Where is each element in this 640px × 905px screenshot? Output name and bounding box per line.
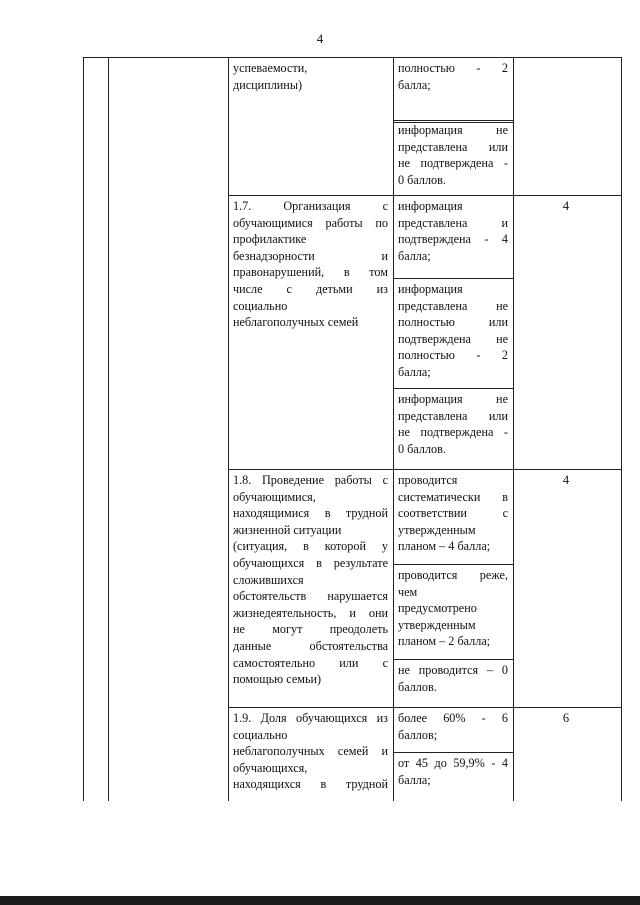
table-top-border bbox=[83, 57, 622, 58]
level-line: представлена не bbox=[398, 298, 508, 313]
level-line: подтверждена не bbox=[398, 331, 508, 346]
criterion-line: успеваемости, bbox=[233, 61, 308, 75]
level-line: баллов; bbox=[398, 727, 438, 742]
level-line: балла; bbox=[398, 248, 431, 263]
level-line: информация bbox=[398, 199, 463, 213]
level-cell bbox=[398, 755, 508, 788]
criterion-line: социально bbox=[233, 298, 288, 313]
criterion-line: находящихся в трудной bbox=[233, 777, 388, 792]
criterion-line: 1.9. Доля обучающихся из bbox=[233, 711, 388, 725]
level-cell bbox=[398, 710, 508, 743]
criterion-line: самостоятельно или с bbox=[233, 655, 388, 670]
level-line: предусмотрено bbox=[398, 601, 477, 616]
level-line: баллов. bbox=[398, 679, 437, 694]
criterion-line: неблагополучных семей и bbox=[233, 744, 388, 759]
criterion-line: социально bbox=[233, 727, 288, 742]
level-line: информация не bbox=[398, 123, 508, 137]
level-cell bbox=[398, 567, 508, 650]
level-line: балла; bbox=[398, 772, 431, 787]
level-line: полностью или bbox=[398, 315, 508, 330]
col-line-4 bbox=[393, 57, 394, 801]
criterion-line: находящимися в трудной bbox=[233, 506, 388, 521]
level-cell bbox=[398, 662, 508, 695]
level-line: соответствии с bbox=[398, 506, 508, 521]
score-cell: 4 bbox=[562, 199, 570, 213]
criterion-line: обучающихся, bbox=[233, 760, 308, 775]
level-line: 0 баллов. bbox=[398, 441, 446, 456]
level-line: не подтверждена - bbox=[398, 156, 508, 171]
criterion-line: числе с детьми из bbox=[233, 281, 388, 296]
criterion-line: помощью семьи) bbox=[233, 672, 322, 687]
criterion-line: жизненной ситуации bbox=[233, 522, 342, 537]
level-line: балла; bbox=[398, 364, 431, 379]
level-separator bbox=[393, 278, 514, 279]
level-line: информация bbox=[398, 282, 463, 296]
level-line: полностью - 2 bbox=[398, 61, 508, 75]
criterion-line: сложившихся bbox=[233, 572, 304, 587]
level-line: утвержденным bbox=[398, 617, 476, 632]
row-separator bbox=[228, 707, 622, 708]
level-cell bbox=[398, 391, 508, 457]
criterion-line: обучающимися работы по bbox=[233, 215, 388, 230]
level-line: представлена или bbox=[398, 408, 508, 423]
criterion-cell bbox=[233, 198, 388, 331]
criterion-line: обстоятельств нарушается bbox=[233, 589, 388, 604]
level-line: не проводится – 0 bbox=[398, 663, 508, 677]
level-line: представлена или bbox=[398, 139, 508, 154]
level-line: чем bbox=[398, 584, 418, 599]
row-separator bbox=[228, 195, 622, 196]
col-line-1 bbox=[83, 57, 84, 801]
level-line: утвержденным bbox=[398, 522, 476, 537]
criterion-line: дисциплины) bbox=[233, 77, 303, 92]
level-line: не подтверждена - bbox=[398, 425, 508, 440]
bottom-scan-edge bbox=[0, 896, 640, 905]
criterion-line: 1.7. Организация с bbox=[233, 199, 388, 213]
criterion-line: обучающихся в результате bbox=[233, 555, 388, 570]
criterion-line: 1.8. Проведение работы с bbox=[233, 473, 388, 487]
level-line: полностью - 2 bbox=[398, 348, 508, 363]
criterion-line: профилактике bbox=[233, 232, 307, 247]
level-line: балла; bbox=[398, 77, 431, 92]
level-cell bbox=[398, 198, 508, 264]
level-cell bbox=[398, 472, 508, 555]
level-line: представлена и bbox=[398, 215, 508, 230]
level-separator bbox=[393, 120, 514, 121]
level-line: информация не bbox=[398, 392, 508, 406]
level-separator bbox=[393, 564, 514, 565]
col-line-6 bbox=[621, 57, 622, 801]
level-line: систематически в bbox=[398, 489, 508, 504]
level-cell bbox=[398, 60, 508, 93]
score-cell: 4 bbox=[562, 473, 570, 487]
criterion-line: данные обстоятельства bbox=[233, 638, 388, 653]
col-line-5 bbox=[513, 57, 514, 801]
level-line: проводится bbox=[398, 473, 458, 487]
level-separator bbox=[393, 388, 514, 389]
level-line: подтверждена - 4 bbox=[398, 232, 508, 247]
criterion-line: жизнедеятельность, и они bbox=[233, 605, 388, 620]
col-line-3 bbox=[228, 57, 229, 801]
criterion-line: обучающимися, bbox=[233, 489, 316, 504]
level-separator bbox=[393, 752, 514, 753]
criterion-line: (ситуация, в которой у bbox=[233, 539, 388, 554]
level-line: 0 баллов. bbox=[398, 172, 446, 187]
level-cell bbox=[398, 122, 508, 188]
row-separator bbox=[228, 469, 622, 470]
criterion-line: неблагополучных семей bbox=[233, 315, 359, 330]
score-cell: 6 bbox=[562, 711, 570, 725]
level-line: более 60% - 6 bbox=[398, 711, 508, 725]
level-line: планом – 4 балла; bbox=[398, 539, 491, 554]
col-line-2 bbox=[108, 57, 109, 801]
page-number: 4 bbox=[316, 31, 324, 46]
criterion-cell bbox=[233, 60, 388, 93]
criterion-cell bbox=[233, 472, 388, 688]
criterion-cell bbox=[233, 710, 388, 793]
criterion-line: правонарушений, в том bbox=[233, 265, 388, 280]
criterion-line: не могут преодолеть bbox=[233, 622, 388, 637]
criterion-line: безнадзорности и bbox=[233, 248, 388, 263]
level-line: планом – 2 балла; bbox=[398, 634, 491, 649]
level-line: проводится реже, bbox=[398, 568, 508, 582]
level-line: от 45 до 59,9% - 4 bbox=[398, 756, 508, 770]
level-cell bbox=[398, 281, 508, 381]
level-separator bbox=[393, 659, 514, 660]
